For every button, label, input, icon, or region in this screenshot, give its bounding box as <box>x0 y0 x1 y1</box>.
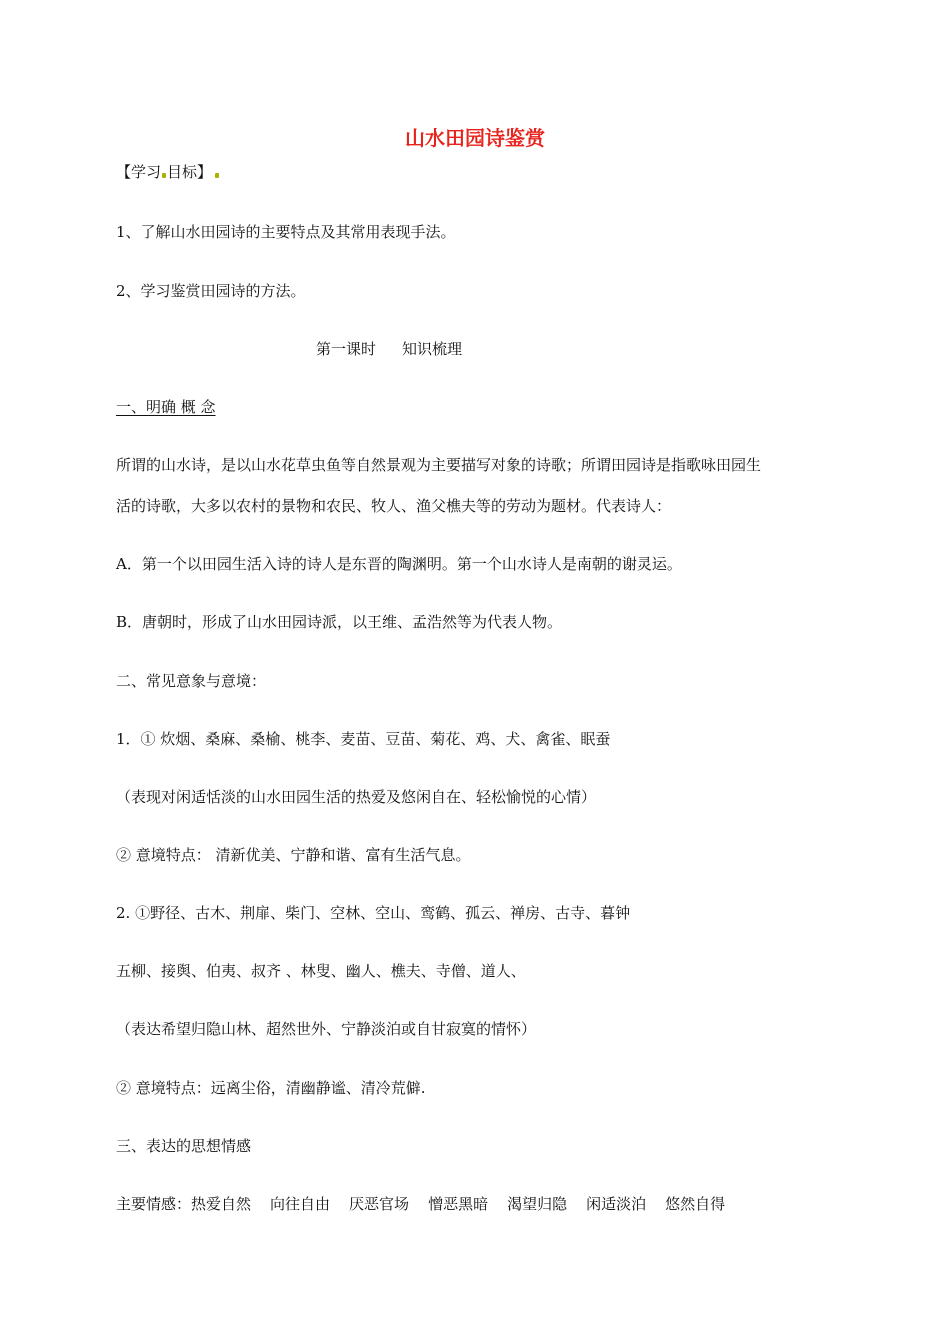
emotion-item: 厌恶官场 <box>349 1195 410 1213</box>
section2-item2-feature: ② 意境特点：远离尘俗，清幽静谧、清冷荒僻. <box>116 1079 426 1097</box>
objective-item-2: 2、学习鉴赏田园诗的方法。 <box>116 282 306 300</box>
section3-emotions <box>116 1194 725 1214</box>
section1-heading: 一、明确 概 念 <box>116 398 216 416</box>
emotion-item: 憎恶黑暗 <box>428 1195 489 1213</box>
page-title <box>0 126 950 150</box>
lesson-part-1: 第一课时 <box>316 340 377 358</box>
objectives-header-mid: 目标】 <box>167 163 213 181</box>
section2-heading: 二、常见意象与意境： <box>116 672 267 690</box>
emotion-item: 闲适淡泊 <box>586 1195 647 1213</box>
emotion-item: 悠然自得 <box>665 1195 726 1213</box>
emotion-item: 向往自由 <box>270 1195 331 1213</box>
lesson-heading <box>316 339 462 359</box>
section2-item1-feeling: （表现对闲适恬淡的山水田园生活的热爱及悠闲自在、轻松愉悦的心情） <box>116 788 597 806</box>
section2-item2-feeling: （表达希望归隐山林、超然世外、宁静淡泊或自甘寂寞的情怀） <box>116 1020 537 1038</box>
objectives-header-left: 【学习 <box>116 163 162 181</box>
section2-item1-feature: ② 意境特点： 清新优美、宁静和谐、富有生活气息。 <box>116 846 471 864</box>
emotion-item: 热爱自然 <box>191 1195 252 1213</box>
section2-item1-images: 1．① 炊烟、桑麻、桑榆、桃李、麦苗、豆苗、菊花、鸡、犬、禽雀、眠蚕 <box>116 730 611 748</box>
section1-point-a: A．第一个以田园生活入诗的诗人是东晋的陶渊明。第一个山水诗人是南朝的谢灵运。 <box>116 555 682 573</box>
marker-dot-icon <box>215 173 219 178</box>
objectives-header <box>116 162 220 182</box>
lesson-part-2: 知识梳理 <box>402 340 463 358</box>
marker-dot-icon <box>162 173 166 178</box>
emotions-label: 主要情感： <box>116 1195 192 1213</box>
objective-item-1: 1、了解山水田园诗的主要特点及其常用表现手法。 <box>116 223 456 241</box>
section1-paragraph-line-2: 活的诗歌，大多以农村的景物和农民、牧人、渔父樵夫等的劳动为题材。代表诗人： <box>116 497 672 515</box>
section1-paragraph-line-1: 所谓的山水诗，是以山水花草虫鱼等自然景观为主要描写对象的诗歌；所谓田园诗是指歌咏田园生 <box>116 456 762 474</box>
section1-point-b: B．唐朝时，形成了山水田园诗派，以王维、孟浩然等为代表人物。 <box>116 613 563 631</box>
emotion-item: 渴望归隐 <box>507 1195 568 1213</box>
section3-heading: 三、表达的思想情感 <box>116 1137 252 1155</box>
title-text: 山水田园诗鉴赏 <box>405 126 545 150</box>
section2-item2-people: 五柳、接舆、伯夷、叔齐 、林叟、幽人、樵夫、寺僧、道人、 <box>116 962 526 980</box>
section2-item2-images: 2. ①野径、古木、荆扉、柴门、空林、空山、鸾鹤、孤云、禅房、古寺、暮钟 <box>116 904 631 922</box>
